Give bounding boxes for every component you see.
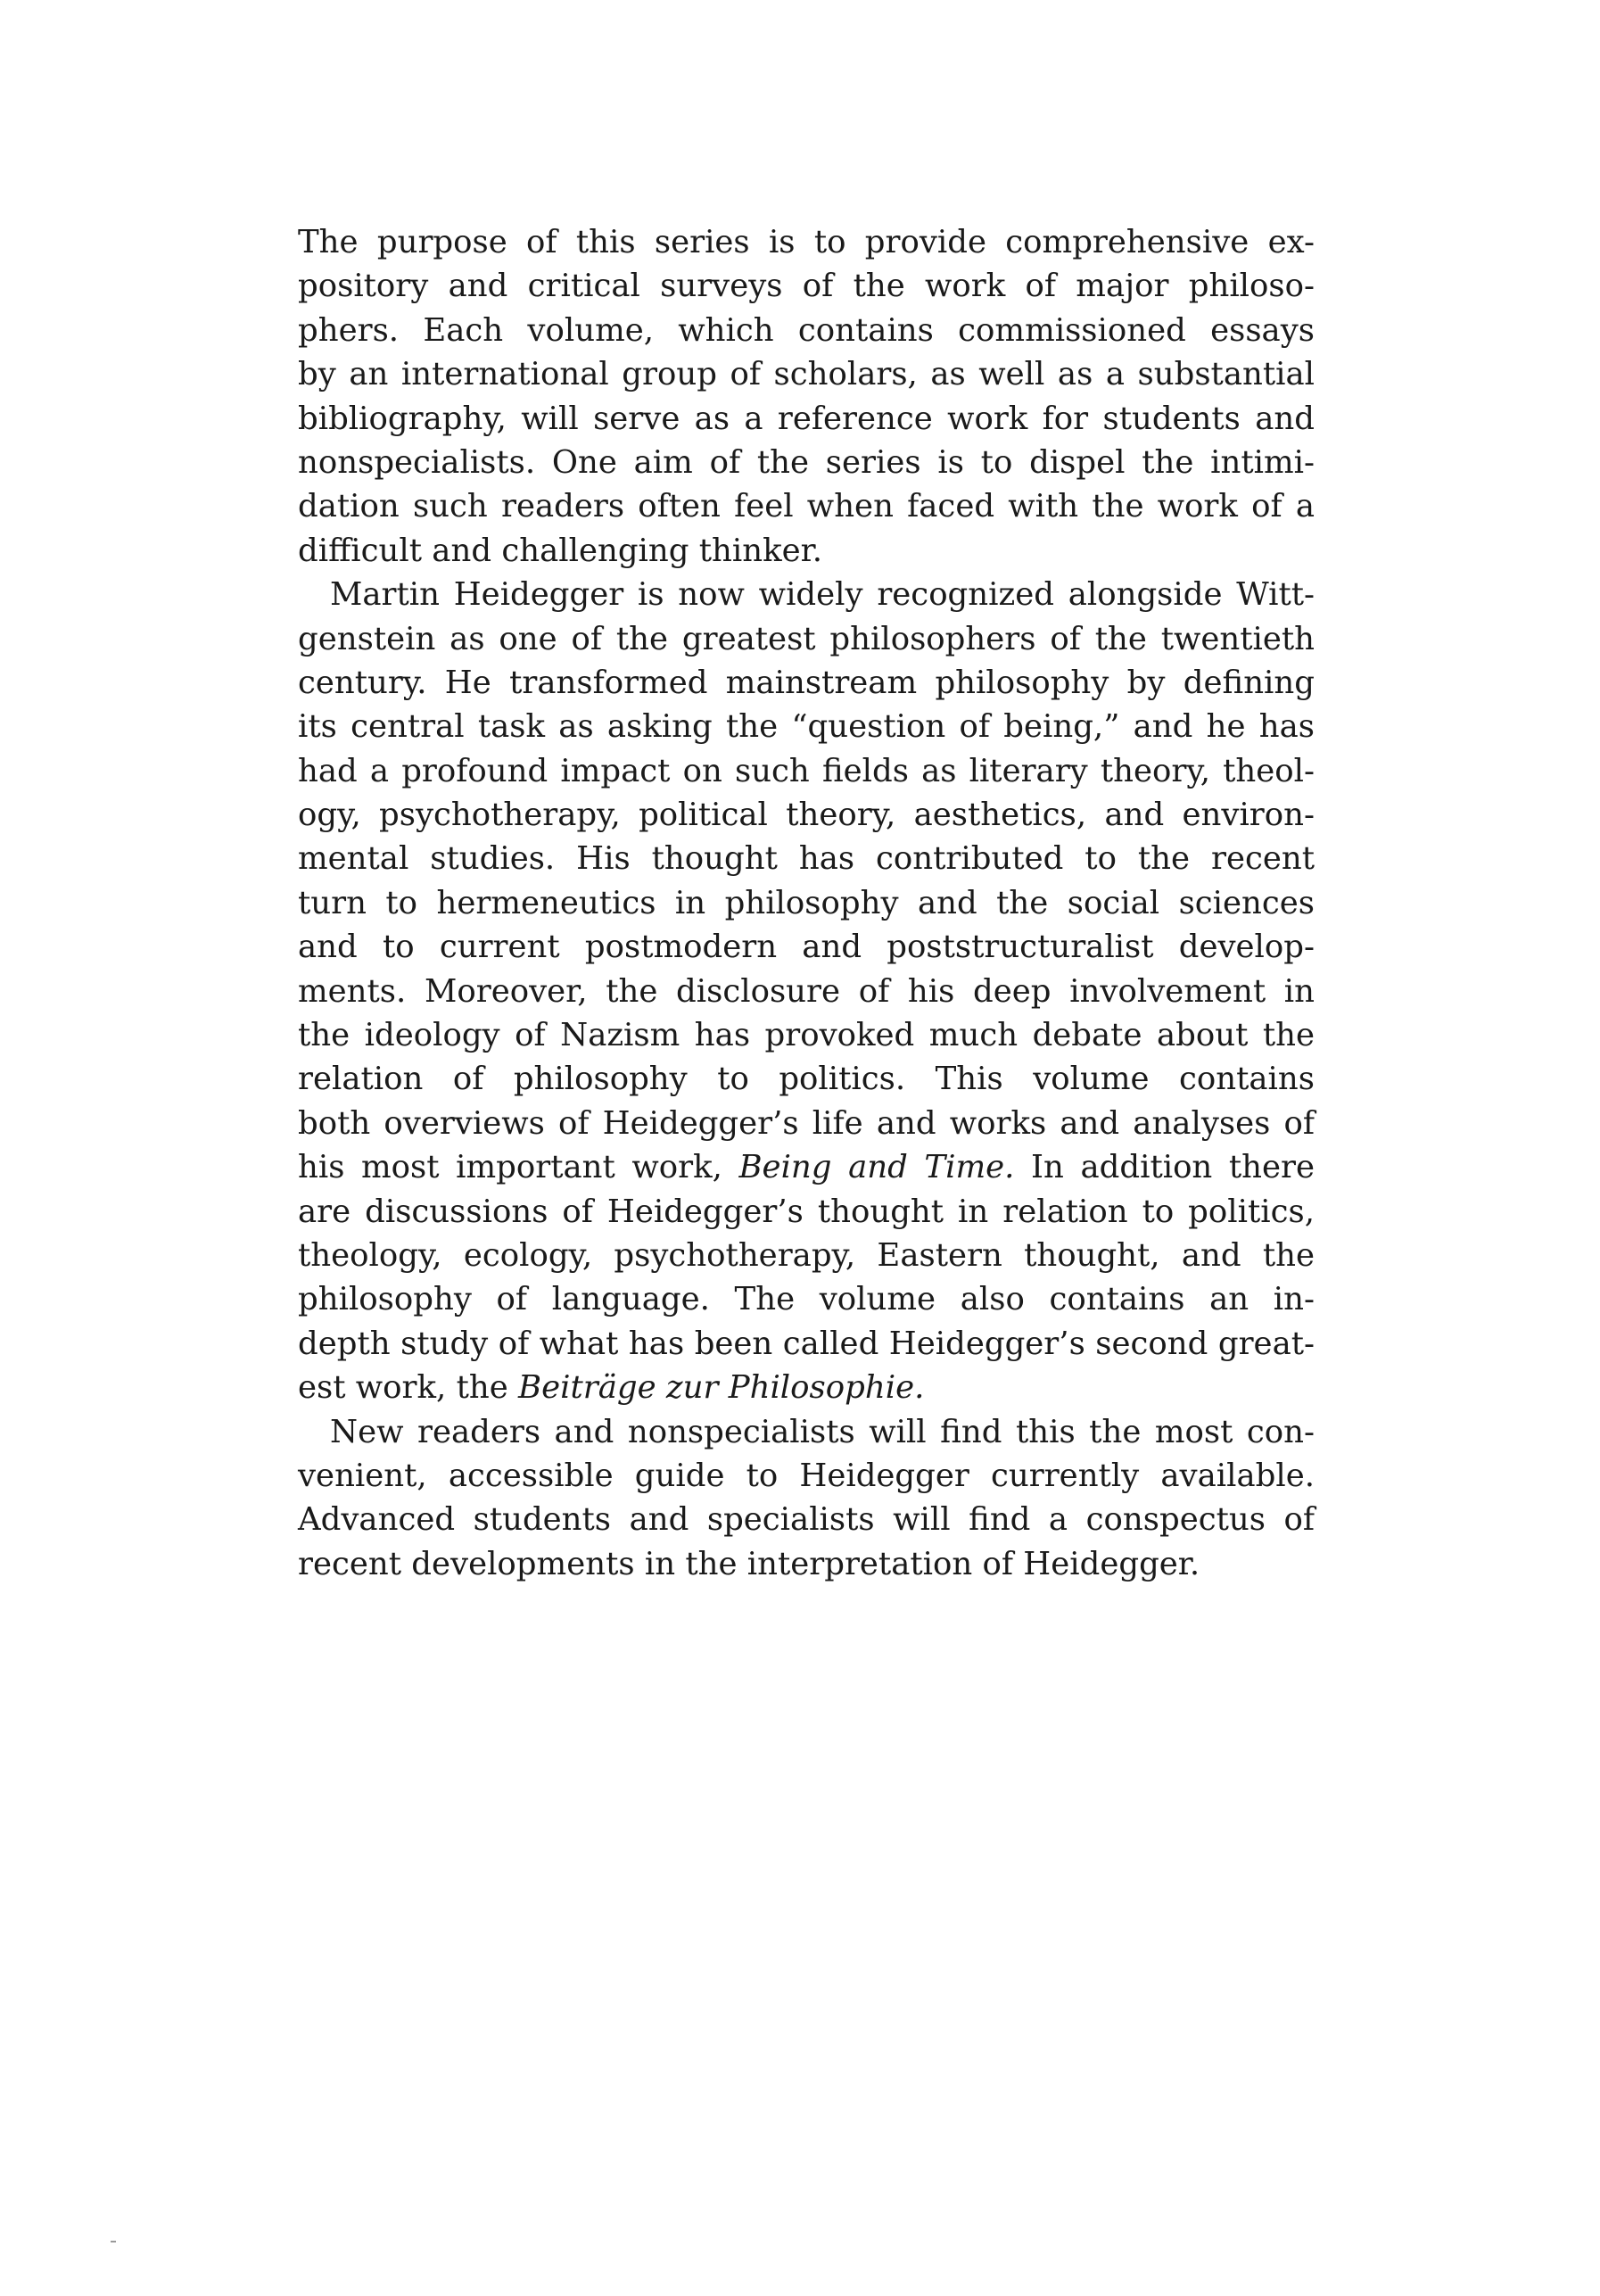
text-segment: In addition there	[1014, 1149, 1315, 1186]
text-line: its central task as asking the “question of being,” and he has	[298, 708, 1315, 746]
text-line: turn to hermeneutics in philosophy and the social sciences	[298, 884, 1315, 921]
scan-speck	[111, 2241, 116, 2242]
text-line: Advanced students and specialists will find a conspectus of	[298, 1501, 1315, 1539]
text-line: New readers and nonspecialists will find this the most con-	[330, 1413, 1315, 1450]
text-line: depth study of what has been called Heidegger’s second great-	[298, 1325, 1315, 1362]
text-line: century. He transformed mainstream philosophy by defining	[298, 664, 1315, 701]
text-line: genstein as one of the greatest philosophers of the twentieth	[298, 620, 1315, 657]
text-line: pository and critical surveys of the work of major philoso-	[298, 268, 1315, 305]
series-description	[298, 220, 1315, 1586]
book-title-being-and-time: Being and Time.	[738, 1149, 1015, 1186]
text-line: nonspecialists. One aim of the series is to dispel the intimi-	[298, 443, 1315, 481]
text-line: Martin Heidegger is now widely recognized alongside Witt-	[330, 576, 1315, 614]
text-line: relation of philosophy to politics. This volume contains	[298, 1061, 1315, 1098]
book-title-beitrage: Beiträge zur Philosophie.	[518, 1369, 925, 1407]
text-line: bibliography, will serve as a reference work for students and	[298, 400, 1315, 437]
text-line-being-and-time	[298, 1145, 1315, 1189]
text-line: by an international group of scholars, as well as a substantial	[298, 356, 1315, 393]
text-line: had a profound impact on such fields as literary theory, theol-	[298, 752, 1315, 789]
text-line: theology, ecology, psychotherapy, Eastern thought, and the	[298, 1236, 1315, 1274]
text-line: ogy, psychotherapy, political theory, aesthetics, and environ-	[298, 797, 1315, 834]
text-line: and to current postmodern and poststructuralist develop-	[298, 929, 1315, 966]
text-line: philosophy of language. The volume also contains an in-	[298, 1281, 1315, 1318]
text-segment: est work, the	[298, 1369, 519, 1407]
text-line: phers. Each volume, which contains commissioned essays	[298, 311, 1315, 349]
text-line: the ideology of Nazism has provoked much debate about the	[298, 1017, 1315, 1054]
text-segment: his most important work,	[298, 1149, 739, 1186]
text-line: venient, accessible guide to Heidegger currently available.	[298, 1457, 1315, 1494]
text-line: recent developments in the interpretation of Heidegger.	[298, 1545, 1200, 1582]
text-line: are discussions of Heidegger’s thought in relation to politics,	[298, 1193, 1315, 1230]
text-line: mental studies. His thought has contributed to the recent	[298, 840, 1315, 878]
text-line: The purpose of this series is to provide comprehensive ex-	[298, 224, 1315, 260]
text-line: dation such readers often feel when faced with the work of a	[298, 488, 1315, 525]
text-line: both overviews of Heidegger’s life and works and analyses of	[298, 1104, 1315, 1142]
text-line: ments. Moreover, the disclosure of his deep involvement in	[298, 972, 1315, 1010]
text-line-beitrage	[298, 1366, 1315, 1409]
text-line: difficult and challenging thinker.	[298, 532, 823, 569]
